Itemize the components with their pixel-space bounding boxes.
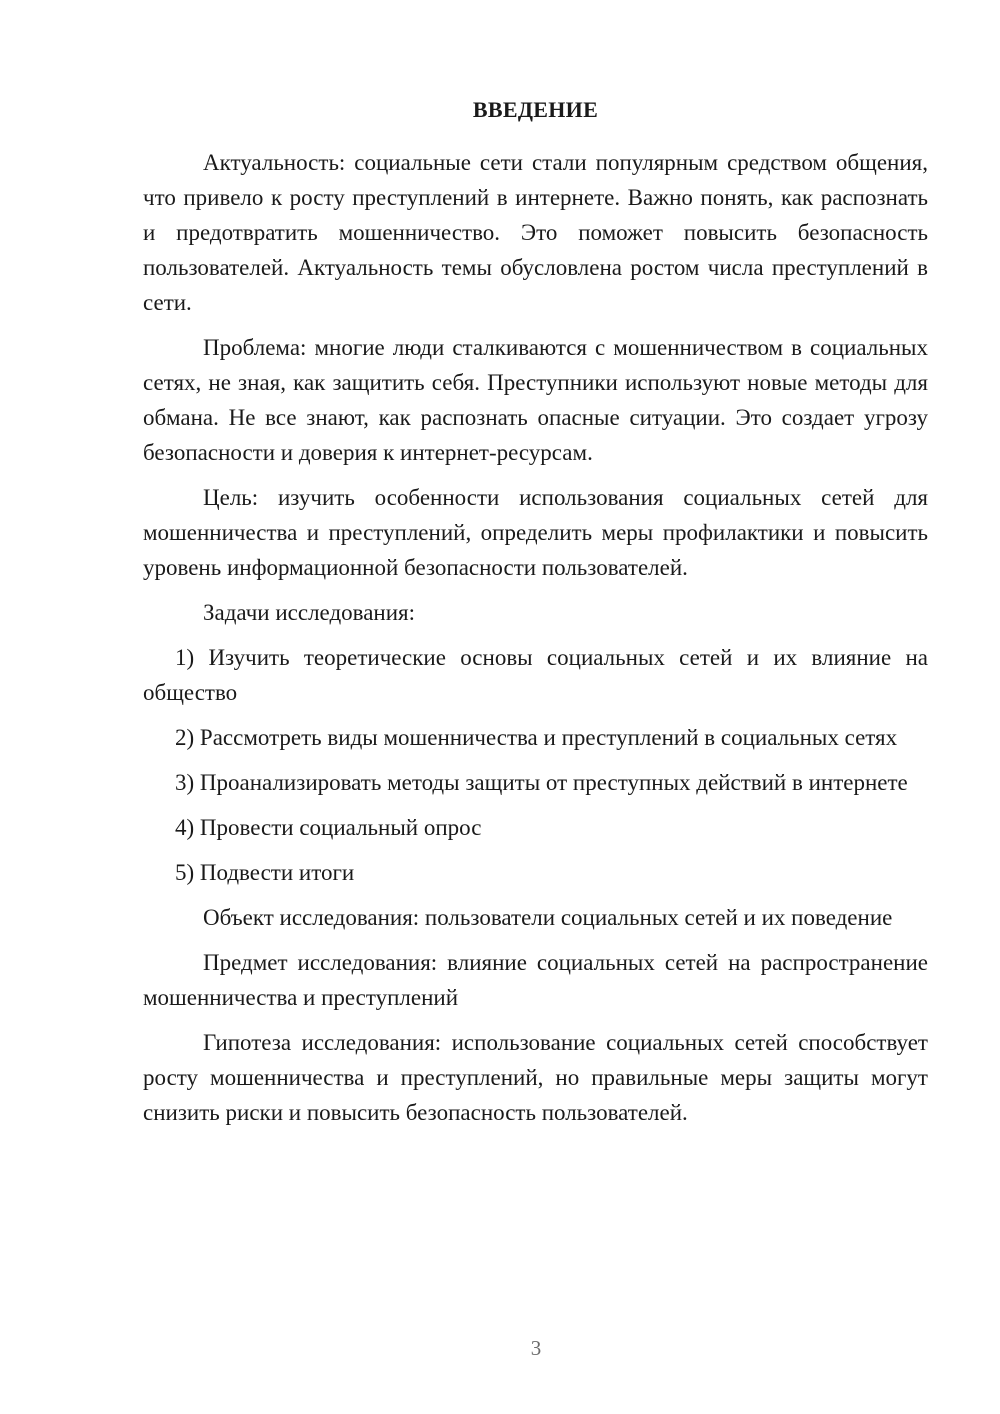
- paragraph-subject: Предмет исследования: влияние социальных сетей на распространение мошенничества и преступлений: [143, 950, 928, 1010]
- tasks-heading: Задачи исследования:: [203, 600, 416, 625]
- paragraph-relevance: Актуальность: социальные сети стали популярным средством общения, что привело к росту преступлений в интернете. Важно понять, как распознать и предотвратить мошенничество. Это поможет повысить безопасность пользователей. Актуальность темы обусловлена ростом числа преступлений в сети.: [143, 150, 928, 315]
- task-item-1: 1) Изучить теоретические основы социальных сетей и их влияние на общество: [143, 645, 928, 705]
- paragraph-problem: Проблема: многие люди сталкиваются с мошенничеством в социальных сетях, не зная, как защитить себя. Преступники используют новые методы для обмана. Не все знают, как распознать опасные ситуации. Это создает угрозу безопасности и доверия к интернет-ресурсам.: [143, 335, 928, 465]
- paragraph-goal: Цель: изучить особенности использования социальных сетей для мошенничества и преступлений, определить меры профилактики и повысить уровень информационной безопасности пользователей.: [143, 485, 928, 580]
- task-item-2: 2) Рассмотреть виды мошенничества и преступлений в социальных сетях: [175, 725, 898, 750]
- section-heading: ВВЕДЕНИЕ: [472, 97, 599, 122]
- task-item-5: 5) Подвести итоги: [175, 860, 355, 885]
- task-item-4: 4) Провести социальный опрос: [175, 815, 482, 840]
- paragraph-object: Объект исследования: пользователи социальных сетей и их поведение: [203, 905, 893, 930]
- task-item-3: 3) Проанализировать методы защиты от преступных действий в интернете: [175, 770, 908, 795]
- page-number: 3: [530, 1336, 542, 1360]
- page-content: [143, 92, 928, 1140]
- paragraph-hypothesis: Гипотеза исследования: использование социальных сетей способствует росту мошенничества и преступлений, но правильные меры защиты могут снизить риски и повысить безопасность пользователей.: [143, 1030, 928, 1125]
